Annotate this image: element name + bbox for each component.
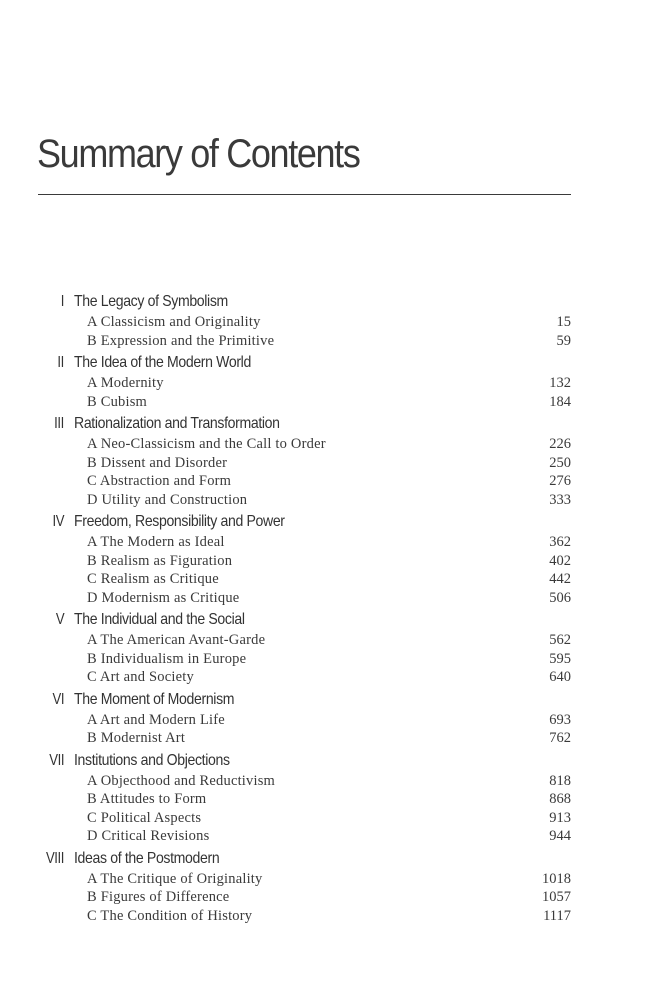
entry-title: A Objecthood and Reductivism bbox=[87, 772, 276, 789]
entry-page-number: 442 bbox=[549, 571, 571, 587]
entry-title: A The American Avant-Garde bbox=[87, 632, 266, 648]
toc-entry bbox=[0, 332, 658, 351]
toc-section bbox=[0, 689, 658, 748]
section-heading bbox=[0, 750, 658, 772]
section-heading bbox=[0, 511, 658, 533]
toc-section bbox=[0, 291, 658, 350]
entry-title: B Individualism in Europe bbox=[87, 650, 247, 667]
entry-page-number: 333 bbox=[549, 491, 571, 508]
entry-title: B Dissent and Disorder bbox=[87, 454, 228, 471]
section-heading bbox=[0, 689, 658, 711]
section-heading bbox=[0, 848, 658, 870]
section-title: Freedom, Responsibility and Power bbox=[74, 513, 285, 530]
section-heading bbox=[0, 291, 658, 313]
entry-page-number: 1018 bbox=[542, 870, 571, 887]
toc-entry bbox=[0, 313, 658, 332]
entry-page-number: 132 bbox=[549, 375, 571, 391]
toc-section bbox=[0, 413, 658, 509]
table-of-contents bbox=[0, 291, 658, 927]
toc-entry bbox=[0, 472, 658, 491]
section-numeral: I bbox=[60, 293, 64, 310]
section-numeral: III bbox=[54, 415, 64, 432]
entry-title: A Classicism and Originality bbox=[87, 314, 261, 330]
entry-title: D Critical Revisions bbox=[87, 828, 210, 844]
toc-entry bbox=[0, 772, 658, 791]
section-title: The Idea of the Modern World bbox=[74, 354, 251, 371]
toc-entry bbox=[0, 729, 658, 748]
toc-entry bbox=[0, 491, 658, 510]
entry-page-number: 59 bbox=[556, 332, 571, 349]
entry-title: D Utility and Construction bbox=[87, 491, 248, 508]
entry-title: A Art and Modern Life bbox=[87, 711, 225, 728]
toc-entry bbox=[0, 570, 658, 589]
entry-title: B Figures of Difference bbox=[87, 889, 230, 905]
toc-entry bbox=[0, 870, 658, 889]
toc-section bbox=[0, 848, 658, 926]
section-title: The Legacy of Symbolism bbox=[74, 293, 228, 310]
toc-entry bbox=[0, 668, 658, 687]
entry-title: C Realism as Critique bbox=[87, 571, 219, 587]
entry-page-number: 868 bbox=[549, 791, 571, 807]
entry-page-number: 226 bbox=[549, 436, 571, 452]
entry-page-number: 506 bbox=[549, 589, 571, 606]
entry-page-number: 913 bbox=[549, 809, 571, 826]
toc-section bbox=[0, 352, 658, 411]
entry-title: D Modernism as Critique bbox=[87, 589, 240, 606]
entry-page-number: 944 bbox=[549, 828, 571, 844]
entry-title: C Abstraction and Form bbox=[87, 473, 232, 489]
entry-page-number: 250 bbox=[549, 454, 571, 471]
entry-title: B Cubism bbox=[87, 393, 148, 410]
section-heading bbox=[0, 609, 658, 631]
toc-entry bbox=[0, 711, 658, 730]
page-title: Summary of Contents bbox=[37, 132, 360, 176]
entry-page-number: 402 bbox=[549, 552, 571, 569]
toc-entry bbox=[0, 435, 658, 454]
entry-title: A Neo-Classicism and the Call to Order bbox=[87, 436, 326, 452]
entry-title: A Modernity bbox=[87, 375, 164, 391]
entry-title: C Art and Society bbox=[87, 669, 194, 685]
section-title: Rationalization and Transformation bbox=[74, 415, 280, 432]
section-numeral: VII bbox=[49, 751, 64, 769]
title-rule bbox=[38, 194, 571, 195]
toc-entry bbox=[0, 827, 658, 846]
toc-entry bbox=[0, 393, 658, 412]
entry-title: C Political Aspects bbox=[87, 809, 202, 826]
section-title: The Individual and the Social bbox=[74, 611, 245, 628]
toc-entry bbox=[0, 907, 658, 926]
toc-section bbox=[0, 511, 658, 607]
entry-title: A The Critique of Originality bbox=[87, 870, 263, 887]
toc-entry bbox=[0, 631, 658, 650]
toc-entry bbox=[0, 533, 658, 552]
section-title: Institutions and Objections bbox=[74, 751, 230, 769]
entry-title: B Modernist Art bbox=[87, 730, 186, 746]
toc-entry bbox=[0, 888, 658, 907]
section-heading bbox=[0, 352, 658, 374]
toc-section bbox=[0, 609, 658, 687]
entry-page-number: 595 bbox=[549, 650, 571, 667]
section-numeral: V bbox=[55, 611, 64, 628]
section-title: The Moment of Modernism bbox=[74, 690, 235, 708]
entry-title: B Realism as Figuration bbox=[87, 552, 233, 569]
entry-page-number: 276 bbox=[549, 473, 571, 489]
entry-title: C The Condition of History bbox=[87, 907, 253, 924]
entry-page-number: 818 bbox=[549, 772, 571, 789]
toc-entry bbox=[0, 374, 658, 393]
entry-page-number: 362 bbox=[549, 534, 571, 550]
toc-entry bbox=[0, 589, 658, 608]
toc-entry bbox=[0, 454, 658, 473]
section-numeral: IV bbox=[52, 513, 64, 530]
entry-page-number: 184 bbox=[549, 393, 571, 410]
section-numeral: VI bbox=[52, 690, 64, 708]
section-numeral: VIII bbox=[45, 849, 64, 867]
toc-entry bbox=[0, 650, 658, 669]
entry-page-number: 762 bbox=[549, 730, 571, 746]
entry-page-number: 693 bbox=[549, 711, 571, 728]
toc-entry bbox=[0, 790, 658, 809]
section-heading bbox=[0, 413, 658, 435]
toc-entry bbox=[0, 552, 658, 571]
entry-page-number: 1057 bbox=[542, 889, 571, 905]
section-numeral: II bbox=[57, 354, 64, 371]
entry-page-number: 15 bbox=[556, 314, 571, 330]
entry-title: B Expression and the Primitive bbox=[87, 332, 275, 349]
toc-entry bbox=[0, 809, 658, 828]
entry-page-number: 1117 bbox=[543, 907, 571, 924]
toc-section bbox=[0, 750, 658, 846]
entry-page-number: 640 bbox=[549, 669, 571, 685]
section-title: Ideas of the Postmodern bbox=[74, 849, 220, 867]
entry-title: A The Modern as Ideal bbox=[87, 534, 225, 550]
entry-title: B Attitudes to Form bbox=[87, 791, 207, 807]
entry-page-number: 562 bbox=[549, 632, 571, 648]
